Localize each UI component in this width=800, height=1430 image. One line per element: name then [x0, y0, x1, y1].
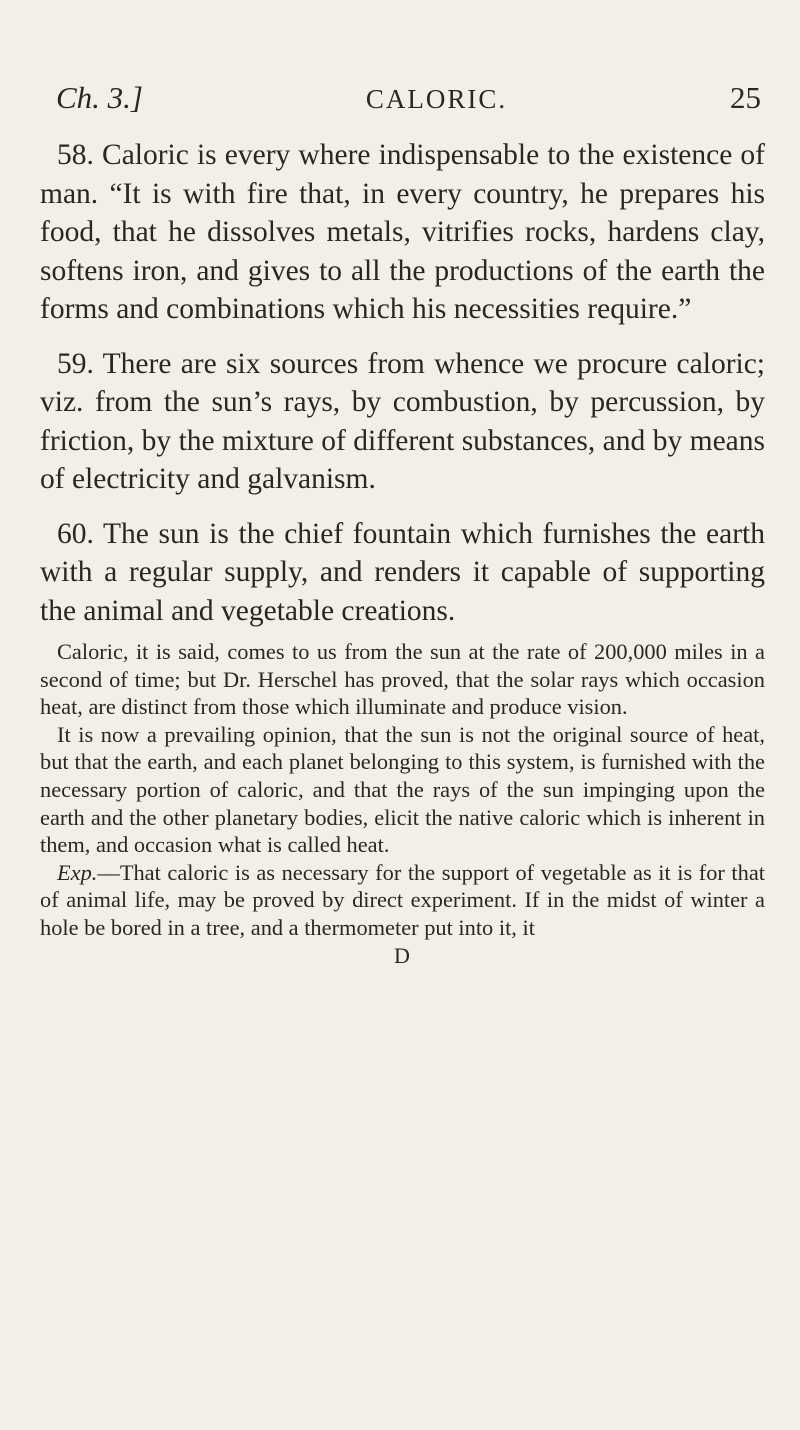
- paragraph-60: [40, 515, 765, 631]
- book-page: [40, 78, 765, 970]
- page-header: [40, 78, 765, 118]
- paragraph-number: 58.: [57, 139, 94, 171]
- chapter-label: Ch. 3.]: [56, 80, 143, 115]
- note-experiment: [40, 859, 765, 942]
- paragraph-text: There are six sources from whence we procure caloric; viz. from the sun’s rays, by combustion, by percussion, by friction, by the mixture of different substances, and by means of electricity and galvanism.: [40, 347, 766, 495]
- paragraph-number: 60.: [57, 517, 94, 550]
- paragraph-number: 59.: [57, 347, 94, 380]
- paragraph-59: [40, 345, 765, 499]
- experiment-text: —That caloric is as necessary for the support of vegetable as it is for that of animal life, may be proved by direct experiment. If in the midst of winter a hole be bored in a tree, and a thermometer put into it, it: [40, 859, 765, 940]
- running-title: CALORIC.: [365, 84, 508, 114]
- signature-mark: D: [394, 942, 411, 968]
- page-number: 25: [729, 80, 761, 115]
- paragraph-58: [40, 136, 765, 329]
- paragraph-text: The sun is the chief fountain which furnishes the earth with a regular supply, and renders it capable of supporting the animal and vegetable creations.: [40, 517, 765, 627]
- paragraph-text: Caloric is every where indispensable to the existence of man. “It is with fire that, in every country, he prepares his food, that he dissolves metals, vitrifies rocks, hardens clay, softens iron, and gives to all the productions of the earth the forms and combinations which his necessities require.”: [40, 139, 766, 325]
- experiment-label: Exp.: [57, 859, 98, 885]
- note-prevailing-opinion: It is now a prevailing opinion, that the sun is not the original source of heat, but that the earth, and each planet belonging to this system, is furnished with the necessary portion of caloric, and that the rays of the sun impinging upon the earth and the other planetary bodies, elicit the native caloric which is inherent in them, and occasion what is called heat.: [40, 721, 765, 858]
- note-herschel: Caloric, it is said, comes to us from the sun at the rate of 200,000 miles in a second of time; but Dr. Herschel has proved, that the solar rays which occasion heat, are distinct from those which illuminate and produce vision.: [40, 639, 765, 720]
